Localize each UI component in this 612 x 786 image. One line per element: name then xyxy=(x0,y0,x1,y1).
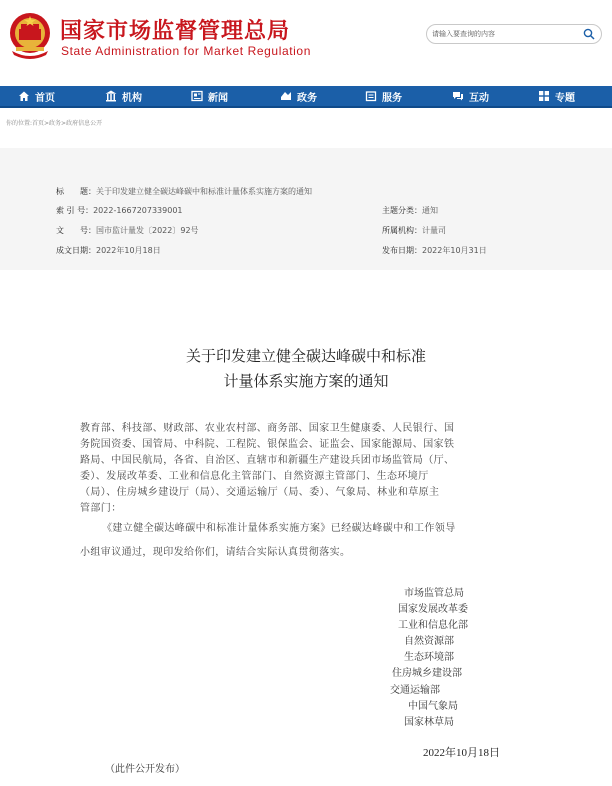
issue-date: 2022年10月18日 xyxy=(423,747,500,759)
body-line: 《建立健全碳达峰碳中和标准计量体系实施方案》已经碳达峰碳中和工作领导 xyxy=(102,523,456,534)
topic-icon xyxy=(538,90,550,102)
nav-services[interactable] xyxy=(365,86,402,106)
news-icon xyxy=(191,90,203,102)
meta-created xyxy=(56,245,161,256)
building-icon xyxy=(105,90,117,102)
signatory: 国家林草局 xyxy=(404,717,454,728)
signatory: 中国气象局 xyxy=(408,701,458,712)
signatory: 住房城乡建设部 xyxy=(392,668,462,679)
meta-key: 索 引 号： xyxy=(56,206,94,215)
site-header xyxy=(0,0,612,86)
nav-label: 专题 xyxy=(555,92,575,104)
search-input[interactable] xyxy=(432,27,576,41)
nav-label: 新闻 xyxy=(208,92,228,104)
meta-value: 2022年10月18日 xyxy=(96,246,161,255)
meta-value: 计量司 xyxy=(422,226,446,235)
signatory: 交通运输部 xyxy=(390,685,440,696)
main-nav xyxy=(0,86,612,108)
nav-institutions[interactable] xyxy=(105,86,142,106)
document-metadata xyxy=(0,148,612,270)
search-icon[interactable] xyxy=(583,28,595,40)
org-name-cn[interactable]: 国家市场监督管理总局 xyxy=(60,19,291,44)
meta-value: 2022-1667207339001 xyxy=(93,206,183,215)
meta-published xyxy=(382,245,487,256)
meta-key: 标 题： xyxy=(56,187,96,196)
interaction-icon xyxy=(452,90,464,102)
meta-key: 文 号： xyxy=(56,226,96,235)
meta-index xyxy=(56,205,183,216)
meta-docno xyxy=(56,225,199,236)
gov-affairs-icon xyxy=(280,90,292,102)
national-emblem-icon[interactable] xyxy=(8,11,52,59)
signatory: 自然资源部 xyxy=(404,636,454,647)
meta-value: 2022年10月31日 xyxy=(422,246,487,255)
meta-key: 成文日期： xyxy=(56,246,96,255)
nav-label: 首页 xyxy=(35,92,55,104)
meta-value: 国市监计量发〔2022〕92号 xyxy=(96,226,199,235)
meta-key: 发布日期： xyxy=(382,246,422,255)
recipients-line: 路局、中国民航局，各省、自治区、直辖市和新疆生产建设兵团市场监管局（厅、 xyxy=(80,455,455,466)
article-title-line-2: 计量体系实施方案的通知 xyxy=(223,372,389,390)
recipients-line: 委）、发展改革委、工业和信息化主管部门、自然资源主管部门、生态环境厅 xyxy=(80,471,429,482)
meta-subject xyxy=(382,205,438,216)
meta-value: 通知 xyxy=(422,206,438,215)
signatory: 生态环境部 xyxy=(404,652,454,663)
home-icon xyxy=(18,90,30,102)
recipients-line: 教育部、科技部、财政部、农业农村部、商务部、国家卫生健康委、人民银行、国 xyxy=(80,423,455,434)
meta-value: 关于印发建立健全碳达峰碳中和标准计量体系实施方案的通知 xyxy=(96,187,312,196)
publication-note: （此件公开发布） xyxy=(105,764,185,775)
nav-home[interactable] xyxy=(18,86,55,106)
signatory: 市场监管总局 xyxy=(404,588,464,599)
nav-label: 互动 xyxy=(469,92,489,104)
nav-label: 服务 xyxy=(382,92,402,104)
nav-label: 机构 xyxy=(122,92,142,104)
nav-label: 政务 xyxy=(297,92,317,104)
recipients-line: 务院国资委、国管局、中科院、工程院、银保监会、证监会、国家能源局、国家铁 xyxy=(80,439,455,450)
signatory: 国家发展改革委 xyxy=(398,604,468,615)
nav-topics[interactable] xyxy=(538,86,575,106)
meta-key: 主题分类： xyxy=(382,206,422,215)
signatory: 工业和信息化部 xyxy=(398,620,468,631)
breadcrumb[interactable]: 你的位置:首页>政务>政府信息公开 xyxy=(6,120,103,127)
body-line: 小组审议通过，现印发给你们，请结合实际认真贯彻落实。 xyxy=(80,547,351,558)
nav-gov-affairs[interactable] xyxy=(280,86,317,106)
recipients-line: （局）、住房城乡建设厅（局）、交通运输厅（局、委）、气象局、林业和草原主 xyxy=(80,487,440,498)
service-icon xyxy=(365,90,377,102)
org-name-en: State Administration for Market Regulation xyxy=(61,44,311,58)
search-box xyxy=(426,24,602,44)
meta-key: 所属机构： xyxy=(382,226,422,235)
article-title-line-1: 关于印发建立健全碳达峰碳中和标准 xyxy=(185,347,426,365)
nav-interaction[interactable] xyxy=(452,86,489,106)
meta-dept xyxy=(382,225,446,236)
recipients-line: 管部门： xyxy=(80,503,122,514)
nav-news[interactable] xyxy=(191,86,228,106)
meta-title xyxy=(56,186,312,197)
